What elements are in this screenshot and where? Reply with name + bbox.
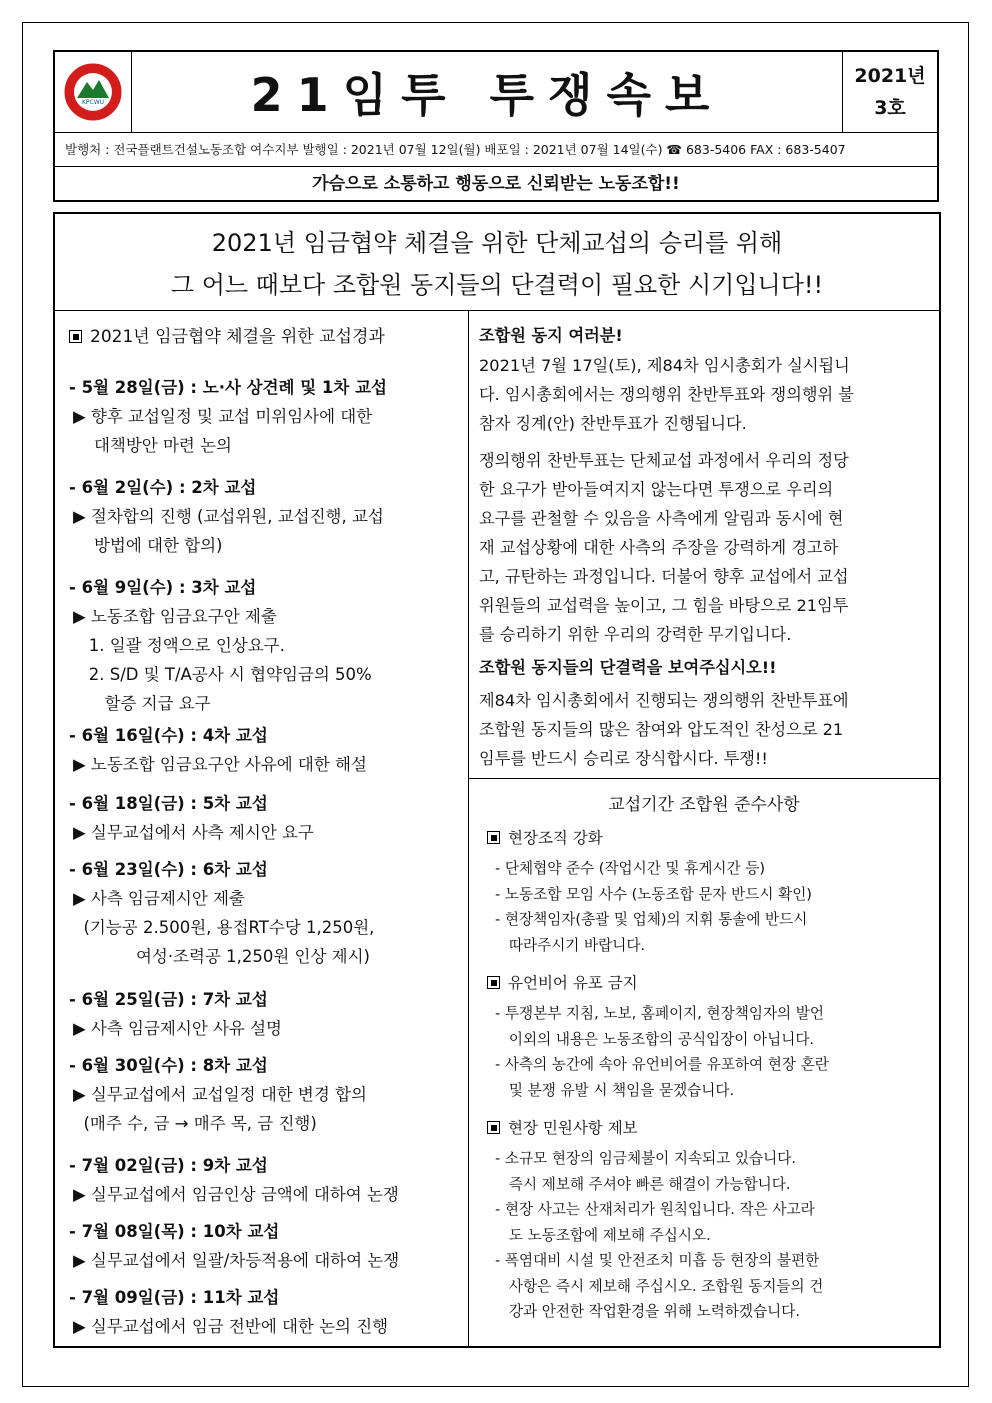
rule-line: - 투쟁본부 지침, 노보, 홈페이지, 현장책임자의 발언 — [495, 1005, 824, 1022]
timeline-date: - 7월 08일(목) : 10차 교섭 — [69, 1222, 280, 1241]
rule-line: - 소규모 현장의 임금체불이 지속되고 있습니다. — [495, 1150, 796, 1167]
newsletter-title: 21임투 투쟁속보 — [250, 68, 724, 122]
rules-title: 교섭기간 조합원 준수사항 — [608, 795, 800, 815]
title-cell — [132, 52, 843, 132]
issue-cell — [843, 52, 937, 132]
issue-number: 3호 — [874, 97, 906, 119]
headline — [55, 214, 939, 311]
timeline-detail: ▶ 실무교섭에서 교섭일정 대한 변경 합의 — [73, 1085, 367, 1104]
rule-heading — [487, 1116, 638, 1138]
rule-line: - 단체협약 준수 (작업시간 및 휴게시간 등) — [495, 860, 766, 877]
negotiation-timeline — [55, 310, 468, 1346]
rule-line: - 폭염대비 시설 및 안전조치 미흡 등 현장의 불편한 — [495, 1252, 820, 1269]
timeline-detail: 1. 일괄 정액으로 인상요구. — [73, 636, 285, 655]
rule-heading-text: 현장 민원사항 제보 — [508, 1119, 638, 1137]
message-line: 조합원 동지들의 많은 참여와 압도적인 찬성으로 21 — [479, 720, 844, 739]
message-line: 요구를 관철할 수 있음을 사측에게 알림과 동시에 현 — [479, 509, 844, 528]
timeline-detail: (매주 수, 금 → 매주 목, 금 진행) — [73, 1114, 317, 1133]
rule-heading — [487, 826, 603, 848]
timeline-title — [69, 322, 385, 347]
message-line: 쟁의행위 찬반투표는 단체교섭 과정에서 우리의 정당 — [479, 451, 849, 470]
masthead — [53, 50, 939, 202]
rule-heading-text: 현장조직 강화 — [508, 829, 603, 847]
timeline-date: - 7월 02일(금) : 9차 교섭 — [69, 1156, 268, 1175]
rule-line: - 노동조합 모임 사수 (노동조합 문자 반드시 확인) — [495, 885, 812, 903]
timeline-date: - 6월 16일(수) : 4차 교섭 — [69, 726, 268, 745]
message-line: 재 교섭상황에 대한 사측의 주장을 강력하게 경고하 — [479, 538, 839, 557]
timeline-detail: 할증 지급 요구 — [73, 694, 211, 713]
rule-line: 도 노동조합에 제보해 주십시오. — [495, 1226, 711, 1244]
rules-separator — [469, 778, 939, 779]
message-line: 고, 규탄하는 과정입니다. 더불어 향후 교섭에서 교섭 — [479, 567, 849, 586]
logo-cell — [55, 52, 132, 132]
rule-line: 및 분쟁 유발 시 책임을 묻겠습니다. — [495, 1081, 735, 1099]
rule-heading — [487, 971, 638, 993]
timeline-date: - 6월 2일(수) : 2차 교섭 — [69, 478, 257, 497]
timeline-detail: ▶ 실무교섭에서 임금인상 금액에 대하여 논쟁 — [73, 1185, 399, 1204]
greeting: 조합원 동지 여러분! — [479, 326, 623, 345]
slogan: 가슴으로 소통하고 행동으로 신뢰받는 노동조합!! — [55, 166, 937, 201]
union-logo-icon — [55, 52, 131, 132]
timeline-detail: 2. S/D 및 T/A공사 시 협약임금의 50% — [73, 665, 372, 684]
message-line: 를 승리하기 위한 우리의 강력한 무기입니다. — [479, 625, 792, 644]
timeline-date: - 5월 28일(금) : 노·사 상견례 및 1차 교섭 — [69, 378, 387, 397]
message-line: 참자 징계(안) 찬반투표가 진행됩니다. — [479, 414, 747, 433]
square-bullet-icon — [69, 330, 82, 343]
main-article — [53, 212, 941, 1348]
square-bullet-icon — [487, 831, 500, 844]
message-line: 임투를 반드시 승리로 장식합시다. 투쟁!! — [479, 749, 768, 768]
logo-center-text: KPCWU — [81, 99, 105, 106]
message-line: 제84차 임시총회에서 진행되는 쟁의행위 찬반투표에 — [479, 691, 849, 710]
timeline-detail: ▶ 노동조합 임금요구안 사유에 대한 해설 — [73, 755, 367, 774]
timeline-detail: ▶ 실무교섭에서 임금 전반에 대한 논의 진행 — [73, 1317, 389, 1336]
timeline-detail: ▶ 사측 임금제시안 사유 설명 — [73, 1019, 282, 1038]
timeline-detail: ▶ 사측 임금제시안 제출 — [73, 889, 245, 908]
message-subhead: 조합원 동지들의 단결력을 보여주십시오!! — [479, 658, 777, 677]
rule-line: - 현장 사고는 산재처리가 원칙입니다. 작은 사고라 — [495, 1201, 815, 1218]
rule-line: - 현장책임자(총괄 및 업체)의 지휘 통솔에 반드시 — [495, 911, 808, 928]
rule-line: 따라주시기 바랍니다. — [495, 936, 646, 954]
rule-line: 즉시 제보해 주셔야 빠른 해결이 가능합니다. — [495, 1175, 791, 1193]
timeline-title-text: 2021년 임금협약 체결을 위한 교섭경과 — [90, 327, 385, 347]
message-line: 2021년 7월 17일(토), 제84차 임시총회가 실시됩니 — [479, 356, 850, 375]
rule-heading-text: 유언비어 유포 금지 — [508, 974, 638, 992]
headline-line-1: 2021년 임금협약 체결을 위한 단체교섭의 승리를 위해 — [211, 229, 783, 257]
square-bullet-icon — [487, 976, 500, 989]
timeline-detail: ▶ 실무교섭에서 사측 제시안 요구 — [73, 823, 314, 842]
timeline-detail: 대책방안 마련 논의 — [73, 436, 232, 455]
timeline-detail: ▶ 절차합의 진행 (교섭위원, 교섭진행, 교섭 — [73, 507, 384, 526]
rule-line: 이외의 내용은 노동조합의 공식입장이 아닙니다. — [495, 1030, 815, 1048]
timeline-detail: (기능공 2.500원, 용접RT수당 1,250원, — [73, 918, 375, 937]
message-line: 위원들의 교섭력을 높이고, 그 힘을 바탕으로 21임투 — [479, 596, 849, 615]
message-column — [469, 310, 939, 1346]
headline-line-2: 그 어느 때보다 조합원 동지들의 단결력이 필요한 시기입니다!! — [170, 271, 824, 299]
publisher-line: 발행처 : 전국플랜트건설노동조합 여수지부 발행일 : 2021년 07월 12일(월) 배포일 : 2021년 07월 14일(수) ☎ 683-5406 FAX : 683-5407 — [55, 132, 937, 166]
rule-line: 사항은 즉시 제보해 주십시오. 조합원 동지들의 건 — [495, 1277, 824, 1295]
timeline-date: - 6월 9일(수) : 3차 교섭 — [69, 578, 257, 597]
rule-line: 강과 안전한 작업환경을 위해 노력하겠습니다. — [495, 1303, 800, 1320]
timeline-detail: 여성·조력공 1,250원 인상 제시) — [73, 947, 370, 966]
rule-line: - 사측의 농간에 속아 유언비어를 유포하여 현장 혼란 — [495, 1056, 829, 1073]
timeline-date: - 6월 25일(금) : 7차 교섭 — [69, 990, 268, 1009]
timeline-date: - 7월 09일(금) : 11차 교섭 — [69, 1288, 280, 1307]
timeline-detail: ▶ 실무교섭에서 일괄/차등적용에 대하여 논쟁 — [73, 1251, 400, 1270]
timeline-date: - 6월 18일(금) : 5차 교섭 — [69, 794, 268, 813]
timeline-date: - 6월 23일(수) : 6차 교섭 — [69, 860, 268, 879]
issue-year: 2021년 — [854, 65, 926, 87]
timeline-detail: ▶ 노동조합 임금요구안 제출 — [73, 607, 277, 626]
message-line: 다. 임시총회에서는 쟁의행위 찬반투표와 쟁의행위 불 — [479, 385, 854, 404]
timeline-date: - 6월 30일(수) : 8차 교섭 — [69, 1056, 268, 1075]
message-line: 한 요구가 받아들여지지 않는다면 투쟁으로 우리의 — [479, 480, 834, 499]
timeline-detail: ▶ 향후 교섭일정 및 교섭 미위임사에 대한 — [73, 407, 373, 426]
timeline-detail: 방법에 대한 합의) — [73, 536, 223, 555]
square-bullet-icon — [487, 1121, 500, 1134]
